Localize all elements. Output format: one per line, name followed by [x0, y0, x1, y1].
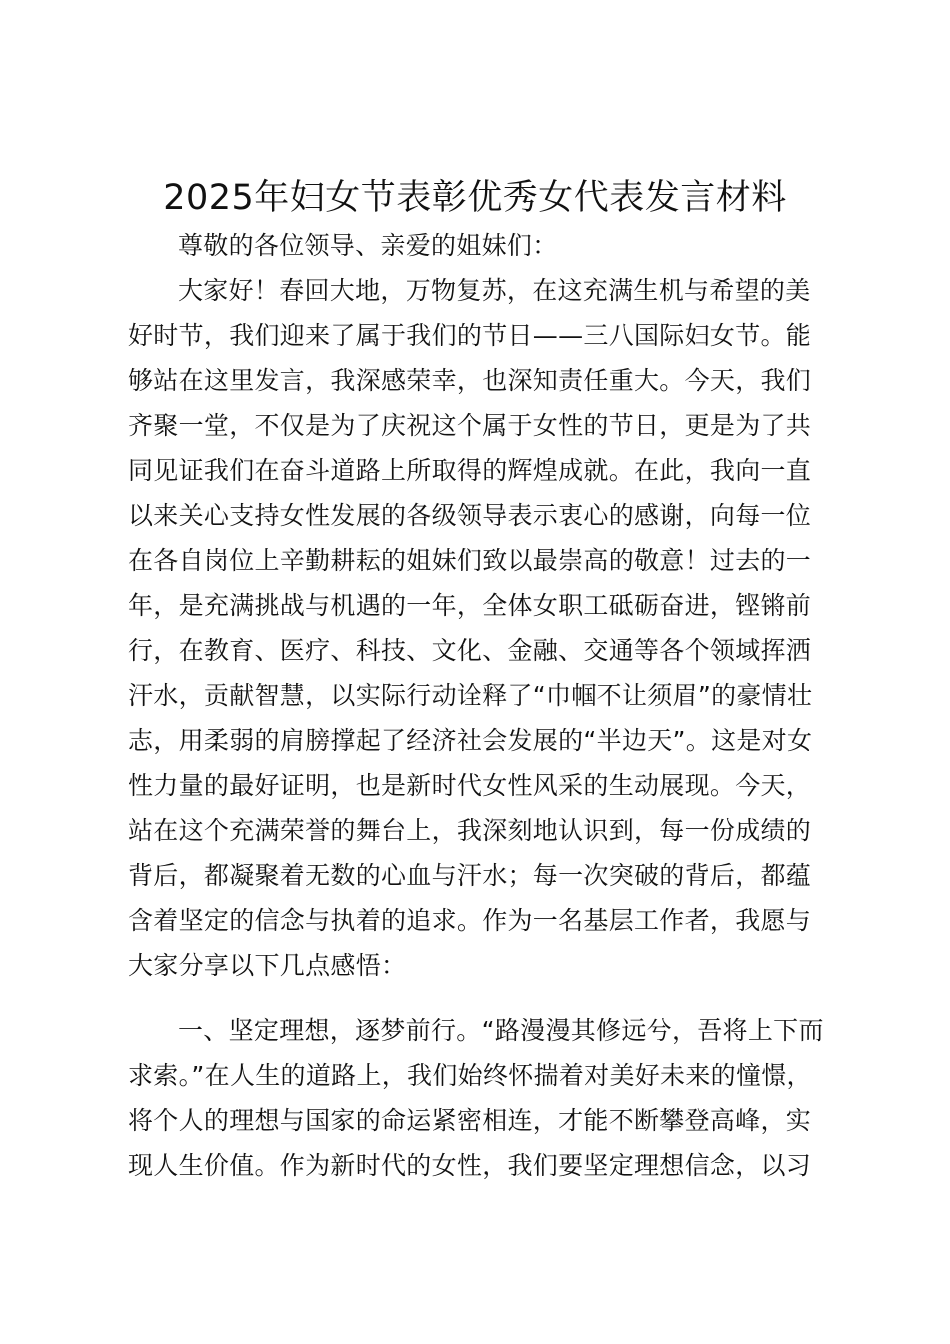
paragraph-line: 站在这个充满荣誉的舞台上，我深刻地认识到，每一份成绩的 — [128, 816, 812, 845]
paragraph-line: 齐聚一堂，不仅是为了庆祝这个属于女性的节日，更是为了共 — [128, 411, 812, 440]
paragraph-line: 同见证我们在奋斗道路上所取得的辉煌成就。在此，我向一直 — [128, 456, 812, 485]
paragraph-line: 在各自岗位上辛勤耕耘的姐妹们致以最崇高的敬意！过去的一 — [128, 546, 812, 575]
paragraph-line: 性力量的最好证明，也是新时代女性风采的生动展现。今天， — [128, 771, 812, 800]
paragraph-line: 志，用柔弱的肩膀撑起了经济社会发展的“半边天”。这是对女 — [128, 726, 813, 755]
document-body — [128, 223, 828, 1188]
paragraph-line: 以来关心支持女性发展的各级领导表示衷心的感谢，向每一位 — [128, 501, 812, 530]
paragraph-line: 汗水，贡献智慧，以实际行动诠释了“巾帼不让须眉”的豪情壮 — [128, 681, 813, 710]
paragraph-line: 求索。”在人生的道路上，我们始终怀揣着对美好未来的憧憬， — [128, 1061, 812, 1090]
paragraph-line: 够站在这里发言，我深感荣幸，也深知责任重大。今天，我们 — [128, 366, 812, 395]
paragraph-line: 大家好！春回大地，万物复苏，在这充满生机与希望的美 — [178, 276, 811, 305]
paragraph-line: 行，在教育、医疗、科技、文化、金融、交通等各个领域挥洒 — [128, 636, 812, 665]
greeting-line: 尊敬的各位领导、亲爱的姐妹们： — [178, 231, 558, 260]
paragraph-line: 大家分享以下几点感悟： — [128, 951, 407, 980]
paragraph-gap — [128, 988, 828, 1008]
section-heading-line: 一、坚定理想，逐梦前行。“路漫漫其修远兮，吾将上下而 — [178, 1016, 824, 1045]
paragraph-line: 含着坚定的信念与执着的追求。作为一名基层工作者，我愿与 — [128, 906, 812, 935]
document-title: 2025年妇女节表彰优秀女代表发言材料 — [163, 178, 787, 218]
paragraph-line: 年，是充满挑战与机遇的一年，全体女职工砥砺奋进，铿锵前 — [128, 591, 812, 620]
paragraph-line: 将个人的理想与国家的命运紧密相连，才能不断攀登高峰，实 — [128, 1106, 812, 1135]
paragraph-line: 背后，都凝聚着无数的心血与汗水；每一次突破的背后，都蕴 — [128, 861, 812, 890]
paragraph-line: 现人生价值。作为新时代的女性，我们要坚定理想信念，以习 — [128, 1151, 812, 1180]
paragraph-line: 好时节，我们迎来了属于我们的节日——三八国际妇女节。能 — [128, 321, 812, 350]
